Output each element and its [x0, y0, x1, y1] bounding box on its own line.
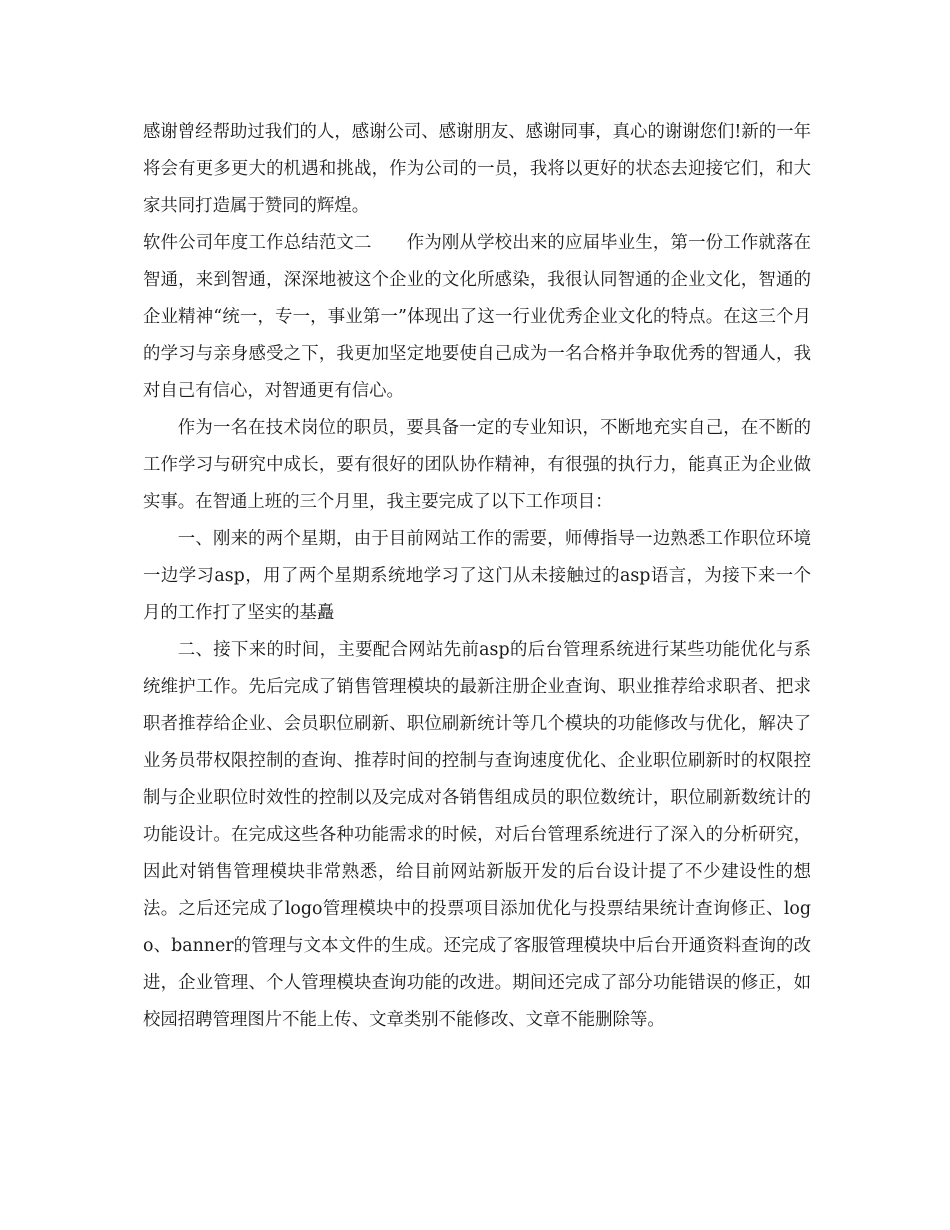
paragraph-thanks	[143, 114, 811, 225]
paragraph-summary-two	[143, 225, 811, 410]
paragraph-item-two	[143, 632, 811, 1039]
section-heading: 软件公司年度工作总结范文二	[143, 233, 372, 253]
paragraph-text: 作为一名在技术岗位的职员，要具备一定的专业知识，不断地充实自己，在不断的工作学习与研究中成长，要有很好的团队协作精神，有很强的执行力，能真正为企业做实事。在智通上班的三个月里，我主要完成了以下工作项目：	[143, 418, 811, 512]
paragraph-text: 感谢曾经帮助过我们的人，感谢公司、感谢朋友、感谢同事，真心的谢谢您们!新的一年将会有更多更大的机遇和挑战，作为公司的一员，我将以更好的状态去迎接它们，和大家共同打造属于赞同的辉煌。	[143, 122, 811, 216]
paragraph-technical-role	[143, 410, 811, 521]
heading-gap	[372, 233, 407, 253]
paragraph-text: 作为刚从学校出来的应届毕业生，第一份工作就落在智通，来到智通，深深地被这个企业的文化所感染，我很认同智通的企业文化，智通的企业精神“统一，专一，事业第一”体现出了这一行业优秀企业文化的特点。在这三个月的学习与亲身感受之下，我更加坚定地要使自己成为一名合格并争取优秀的智通人，我对自己有信心，对智通更有信心。	[143, 233, 811, 401]
document-body	[143, 114, 811, 1039]
paragraph-item-one	[143, 521, 811, 632]
paragraph-text: 二、接下来的时间，主要配合网站先前asp的后台管理系统进行某些功能优化与系统维护工作。先后完成了销售管理模块的最新注册企业查询、职业推荐给求职者、把求职者推荐给企业、会员职位刷新、职位刷新统计等几个模块的功能修改与优化，解决了业务员带权限控制的查询、推荐时间的控制与查询速度优化、企业职位刷新时的权限控制与企业职位时效性的控制以及完成对各销售组成员的职位数统计，职位刷新数统计的功能设计。在完成这些各种功能需求的时候，对后台管理系统进行了深入的分析研究，因此对销售管理模块非常熟悉，给目前网站新版开发的后台设计提了不少建设性的想法。之后还完成了logo管理模块中的投票项目添加优化与投票结果统计查询修正、logo、banner的管理与文本文件的生成。还完成了客服管理模块中后台开通资料查询的改进，企业管理、个人管理模块查询功能的改进。期间还完成了部分功能错误的修正，如校园招聘管理图片不能上传、文章类别不能修改、文章不能删除等。	[143, 640, 811, 1030]
paragraph-text: 一、刚来的两个星期，由于目前网站工作的需要，师傅指导一边熟悉工作职位环境一边学习asp，用了两个星期系统地学习了这门从未接触过的asp语言，为接下来一个月的工作打了坚实的基矗	[143, 529, 811, 623]
